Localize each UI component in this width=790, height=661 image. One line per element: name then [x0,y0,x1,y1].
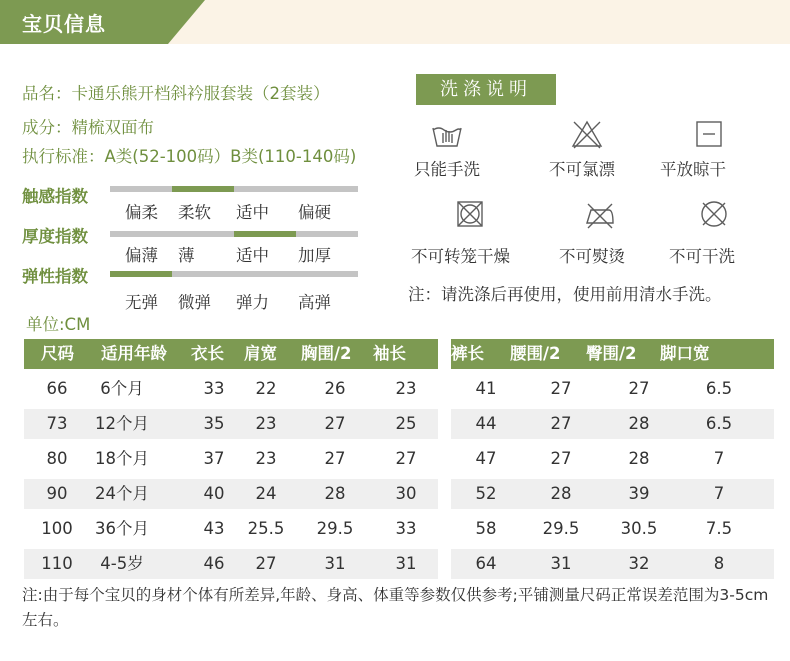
table-cell: 27 [324,449,346,468]
table-cell: 27 [395,449,417,468]
table-row [24,549,438,579]
table-cell: 7.5 [705,519,733,538]
table-cell: 73 [46,414,68,433]
table-cell: 18个月 [95,449,149,468]
table-row [24,444,438,474]
table-cell: 58 [475,519,497,538]
table-row [24,514,438,544]
washing-label: 只能手洗 [414,160,480,179]
table-row [24,374,438,404]
table-cell: 39 [628,484,650,503]
table-cell: 90 [46,484,68,503]
product-name: 品名：卡通乐熊开档斜衿服套装（2套装） [22,84,330,103]
table-cell: 28 [628,414,650,433]
column-header: 袖长 [373,344,406,363]
index-bar [110,186,358,192]
table-cell: 24 [255,484,277,503]
index-option: 弹力 [236,293,269,312]
table-cell: 66 [46,379,68,398]
index-option: 适中 [236,203,269,222]
no-bleach-icon [570,118,604,150]
table-cell: 27 [628,379,650,398]
column-header: 臀围/2 [586,344,637,363]
washing-label: 平放晾干 [660,160,726,179]
table-row [451,409,774,439]
column-header: 衣长 [191,344,224,363]
index-option: 微弹 [178,293,211,312]
table-cell: 28 [550,484,572,503]
table-cell: 31 [395,554,417,573]
table-cell: 6.5 [705,414,733,433]
footnote: 注:由于每个宝贝的身材个体有所差异,年龄、身高、体重等参数仅供参考;平铺测量尺码正常误差范围为3-5cm左右。 [22,586,769,629]
table-cell: 27 [550,449,572,468]
washing-label: 不可氯漂 [549,160,615,179]
table-row [24,479,438,509]
index-bar-selected [110,271,172,277]
column-header: 胸围/2 [301,344,352,363]
table-cell: 100 [41,519,73,538]
table-cell: 7 [713,449,725,468]
index-bar [110,231,358,237]
table-cell: 33 [203,379,225,398]
index-bar-selected [234,231,296,237]
table-cell: 8 [713,554,725,573]
table-row [451,479,774,509]
table-cell: 33 [395,519,417,538]
table-cell: 25.5 [247,519,285,538]
table-cell: 27 [550,379,572,398]
index-label: 厚度指数 [22,227,88,246]
table-cell: 25 [395,414,417,433]
table-cell: 41 [475,379,497,398]
index-option: 薄 [178,246,195,265]
table-cell: 7 [713,484,725,503]
index-option: 高弹 [298,293,331,312]
table-cell: 31 [324,554,346,573]
table-cell: 40 [203,484,225,503]
table-cell: 6.5 [705,379,733,398]
table-cell: 27 [550,414,572,433]
index-option: 偏薄 [125,246,158,265]
washing-note: 注：请洗涤后再使用，使用前用清水手洗。 [408,285,722,304]
no-iron-icon [583,198,617,230]
table-cell: 4-5岁 [100,554,144,573]
table-cell: 36个月 [95,519,149,538]
table-cell: 23 [255,414,277,433]
index-label: 弹性指数 [22,267,88,286]
index-label: 触感指数 [22,187,88,206]
section-title: 宝贝信息 [22,12,106,36]
table-cell: 52 [475,484,497,503]
washing-label: 不可熨烫 [559,247,625,266]
table-cell: 6个月 [100,379,144,398]
washing-label: 不可干洗 [669,247,735,266]
index-bar [110,271,358,277]
column-header: 腰围/2 [510,344,561,363]
index-option: 适中 [236,246,269,265]
table-cell: 30.5 [620,519,658,538]
table-row [451,549,774,579]
table-cell: 37 [203,449,225,468]
table-cell: 23 [395,379,417,398]
table-row [451,444,774,474]
table-cell: 23 [255,449,277,468]
table-cell: 46 [203,554,225,573]
column-header: 适用年龄 [101,344,167,363]
product-fabric: 成分：精梳双面布 [22,118,154,137]
table-cell: 28 [628,449,650,468]
table-cell: 28 [324,484,346,503]
table-row [451,374,774,404]
table-cell: 24个月 [95,484,149,503]
table-cell: 30 [395,484,417,503]
dry-flat-icon [692,118,726,150]
hand-wash-icon [430,118,464,150]
table-cell: 29.5 [542,519,580,538]
index-option: 柔软 [178,203,211,222]
index-option: 加厚 [298,246,331,265]
table-cell: 27 [324,414,346,433]
washing-label: 不可转笼干燥 [411,247,510,266]
table-cell: 43 [203,519,225,538]
table-row [451,514,774,544]
table-header [451,339,774,369]
table-cell: 31 [550,554,572,573]
table-cell: 12个月 [95,414,149,433]
column-header: 肩宽 [244,344,277,363]
table-cell: 26 [324,379,346,398]
table-cell: 35 [203,414,225,433]
column-header: 尺码 [41,344,74,363]
index-option: 无弹 [125,293,158,312]
table-row [24,409,438,439]
unit-label: 单位:CM [26,315,91,334]
table-cell: 27 [255,554,277,573]
table-cell: 29.5 [316,519,354,538]
no-tumble-dry-icon [453,198,487,230]
table-cell: 80 [46,449,68,468]
product-standard: 执行标准：A类(52-100码）B类(110-140码) [22,147,357,166]
table-cell: 110 [41,554,73,573]
table-cell: 47 [475,449,497,468]
table-header [24,339,438,369]
no-dry-clean-icon [697,198,731,230]
washing-title: 洗涤说明 [416,74,556,105]
index-bar-selected [172,186,234,192]
column-header: 脚口宽 [660,344,710,363]
column-header: 裤长 [451,344,484,363]
table-cell: 32 [628,554,650,573]
index-option: 偏柔 [125,203,158,222]
table-cell: 22 [255,379,277,398]
table-cell: 64 [475,554,497,573]
index-option: 偏硬 [298,203,331,222]
table-cell: 44 [475,414,497,433]
